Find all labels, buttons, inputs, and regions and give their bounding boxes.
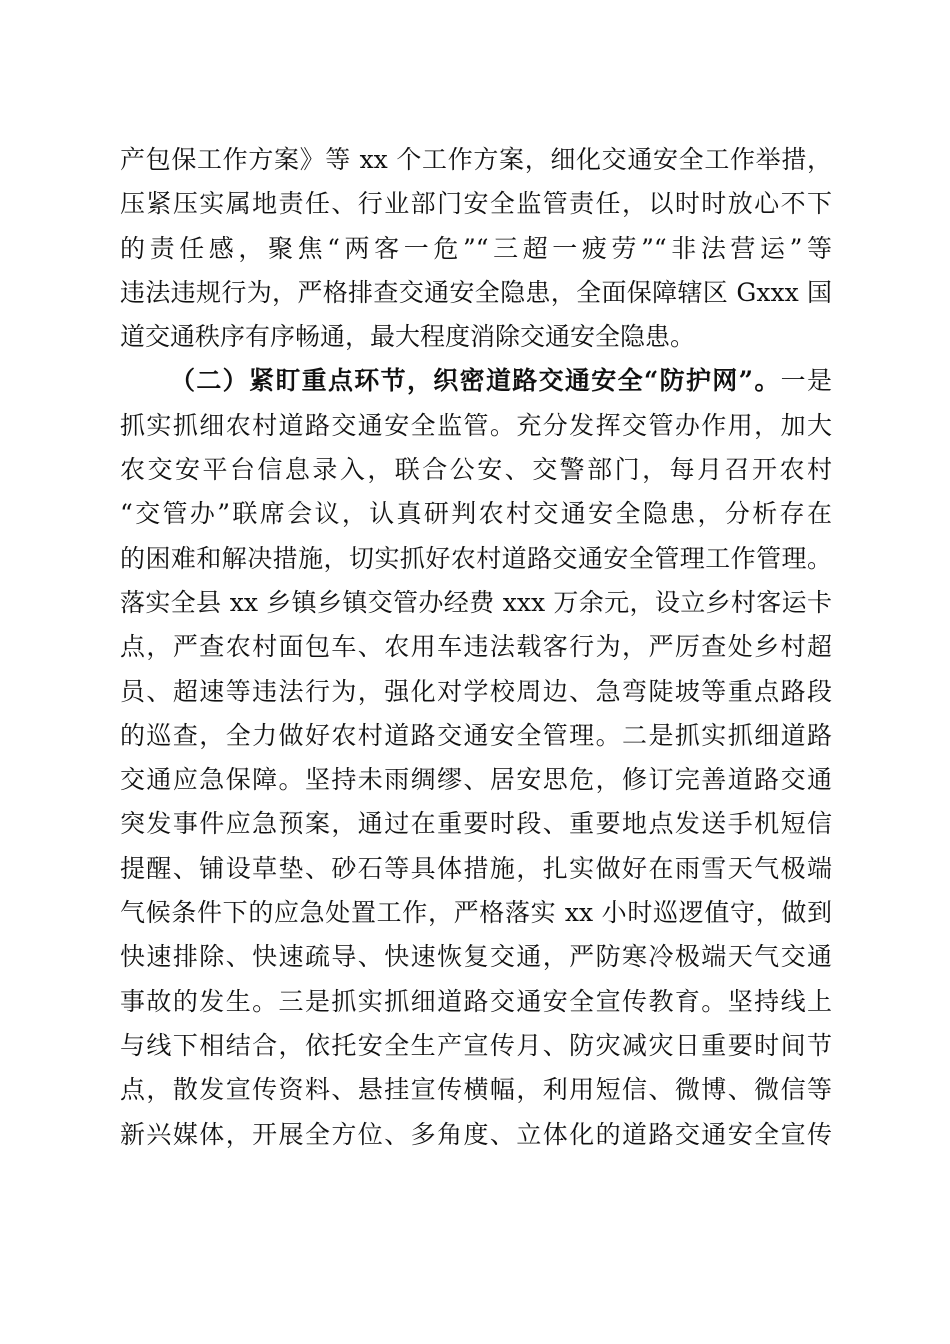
text-line: 落实全县 xx 乡镇乡镇交管办经费 xxx 万余元，设立乡村客运卡 bbox=[120, 587, 832, 617]
text-line: 新兴媒体，开展全方位、多角度、立体化的道路交通安全宣传 bbox=[120, 1119, 832, 1149]
text-line: 快速排除、快速疏导、快速恢复交通，严防寒冷极端天气交通 bbox=[120, 942, 832, 972]
document-body bbox=[120, 138, 832, 1157]
text-line: 农交安平台信息录入，联合公安、交警部门，每月召开农村 bbox=[120, 455, 832, 485]
text-line: 的巡查，全力做好农村道路交通安全管理。二是抓实抓细道路 bbox=[120, 720, 832, 750]
text-line: “交管办”联席会议，认真研判农村交通安全隐患，分析存在 bbox=[120, 499, 832, 529]
text-line: 员、超速等违法行为，强化对学校周边、急弯陡坡等重点路段 bbox=[120, 676, 832, 706]
text-line-rest: 一是 bbox=[780, 366, 832, 396]
text-line: 提醒、铺设草垫、砂石等具体措施，扎实做好在雨雪天气极端 bbox=[120, 853, 832, 883]
text-line: 点，散发宣传资料、悬挂宣传横幅，利用短信、微博、微信等 bbox=[120, 1075, 832, 1105]
text-line: 的困难和解决措施，切实抓好农村道路交通安全管理工作管理。 bbox=[120, 543, 832, 573]
text-line: 压紧压实属地责任、行业部门安全监管责任，以时时放心不下 bbox=[120, 189, 832, 219]
section-heading: （二）紧盯重点环节，织密道路交通安全“防护网”。 bbox=[170, 366, 781, 396]
text-line: 气候条件下的应急处置工作，严格落实 xx 小时巡逻值守，做到 bbox=[120, 898, 832, 928]
text-line: 交通应急保障。坚持未雨绸缪、居安思危，修订完善道路交通 bbox=[120, 765, 832, 795]
section-heading-line bbox=[120, 359, 832, 403]
text-line: 违法违规行为，严格排查交通安全隐患，全面保障辖区 Gxxx 国 bbox=[120, 277, 832, 307]
text-line: 的责任感，聚焦“两客一危”“三超一疲劳”“非法营运”等 bbox=[120, 233, 832, 263]
text-line: 道交通秩序有序畅通，最大程度消除交通安全隐患。 bbox=[120, 322, 696, 352]
text-line: 事故的发生。三是抓实抓细道路交通安全宣传教育。坚持线上 bbox=[120, 986, 832, 1016]
text-line: 与线下相结合，依托安全生产宣传月、防灾减灾日重要时间节 bbox=[120, 1030, 832, 1060]
text-line: 抓实抓细农村道路交通安全监管。充分发挥交管办作用，加大 bbox=[120, 410, 832, 440]
text-line: 产包保工作方案》等 xx 个工作方案，细化交通安全工作举措， bbox=[120, 145, 832, 174]
text-line: 突发事件应急预案，通过在重要时段、重要地点发送手机短信 bbox=[120, 809, 832, 839]
text-line: 点，严查农村面包车、农用车违法载客行为，严厉查处乡村超 bbox=[120, 632, 832, 662]
